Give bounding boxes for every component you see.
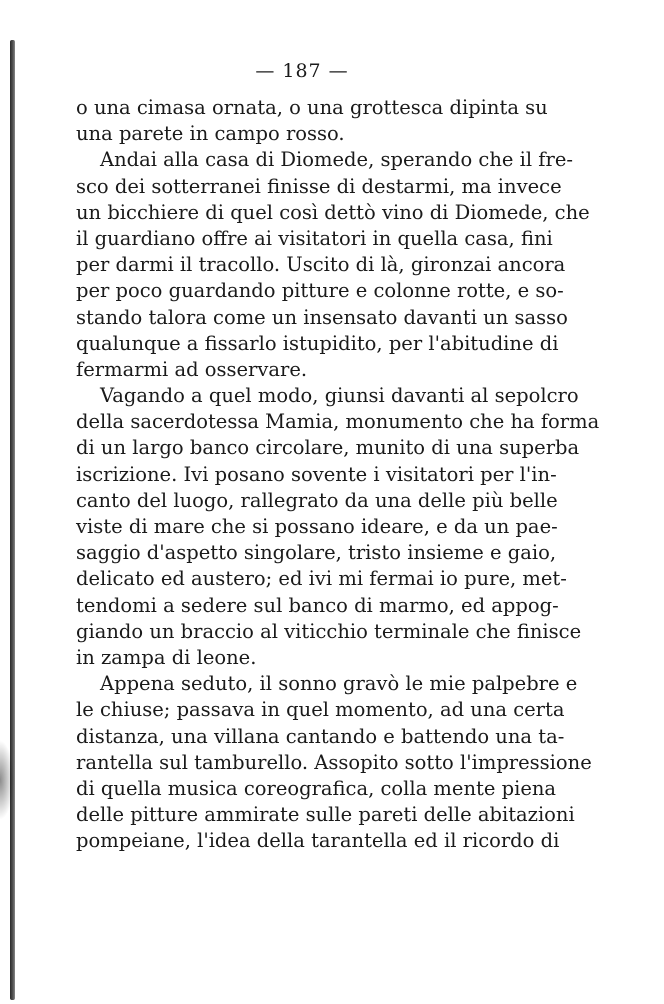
text-line: o una cimasa ornata, o una grottesca dipinta su xyxy=(76,96,548,119)
book-binding-edge xyxy=(10,40,15,1000)
text-line: Vagando a quel modo, giunsi davanti al sepolcro xyxy=(100,384,579,408)
text-line: Andai alla casa di Diomede, sperando che il fre- xyxy=(100,148,573,172)
text-line: un bicchiere di quel così dettò vino di Diomede, che xyxy=(76,200,590,224)
text-line: fermarmi ad osservare. xyxy=(76,357,308,381)
text-line: saggio d'aspetto singolare, tristo insieme e gaio, xyxy=(76,541,557,565)
text-line: delle pitture ammirate sulle pareti delle abitazioni xyxy=(76,803,575,827)
text-line: tendomi a sedere sul banco di marmo, ed appog- xyxy=(76,593,559,617)
text-line: rantella sul tamburello. Assopito sotto l'impressione xyxy=(76,750,592,774)
paragraph xyxy=(76,383,600,671)
text-line: pompeiane, l'idea della tarantella ed il ricordo di xyxy=(76,829,560,853)
body-text xyxy=(76,95,600,854)
text-line: per poco guardando pitture e colonne rotte, e so- xyxy=(76,279,564,303)
text-line: Appena seduto, il sonno gravò le mie palpebre e xyxy=(100,672,578,696)
text-line: stando talora come un insensato davanti un sasso xyxy=(76,305,568,329)
text-line: qualunque a fissarlo istupidito, per l'abitudine di xyxy=(76,331,559,355)
text-line: delicato ed austero; ed ivi mi fermai io pure, met- xyxy=(76,567,567,591)
text-line: iscrizione. Ivi posano sovente i visitatori per l'in- xyxy=(76,462,557,486)
text-line: il guardiano offre ai visitatori in quella casa, fini xyxy=(76,226,553,250)
paragraph xyxy=(76,95,548,147)
text-line: le chiuse; passava in quel momento, ad una certa xyxy=(76,698,565,722)
text-line: sco dei sotterranei finisse di destarmi, ma invece xyxy=(76,174,562,198)
text-line: di un largo banco circolare, munito di una superba xyxy=(76,436,580,460)
text-line: viste di mare che si possano ideare, e da un pae- xyxy=(76,515,558,538)
text-line: in zampa di leone. xyxy=(76,645,257,669)
text-line: per darmi il tracollo. Uscito di là, gironzai ancora xyxy=(76,253,566,277)
binding-shadow xyxy=(0,740,14,820)
paragraph xyxy=(76,147,590,383)
paragraph xyxy=(76,671,592,854)
text-line: della sacerdotessa Mamia, monumento che ha forma xyxy=(76,410,600,434)
text-line: una parete in campo rosso. xyxy=(76,122,345,146)
text-line: di quella musica coreografica, colla mente piena xyxy=(76,776,557,800)
text-line: canto del luogo, rallegrato da una delle più belle xyxy=(76,488,558,512)
text-line: giando un braccio al viticchio terminale che finisce xyxy=(76,619,582,643)
text-line: distanza, una villana cantando e battendo una ta- xyxy=(76,724,565,748)
page-number: — 187 — xyxy=(255,60,349,82)
